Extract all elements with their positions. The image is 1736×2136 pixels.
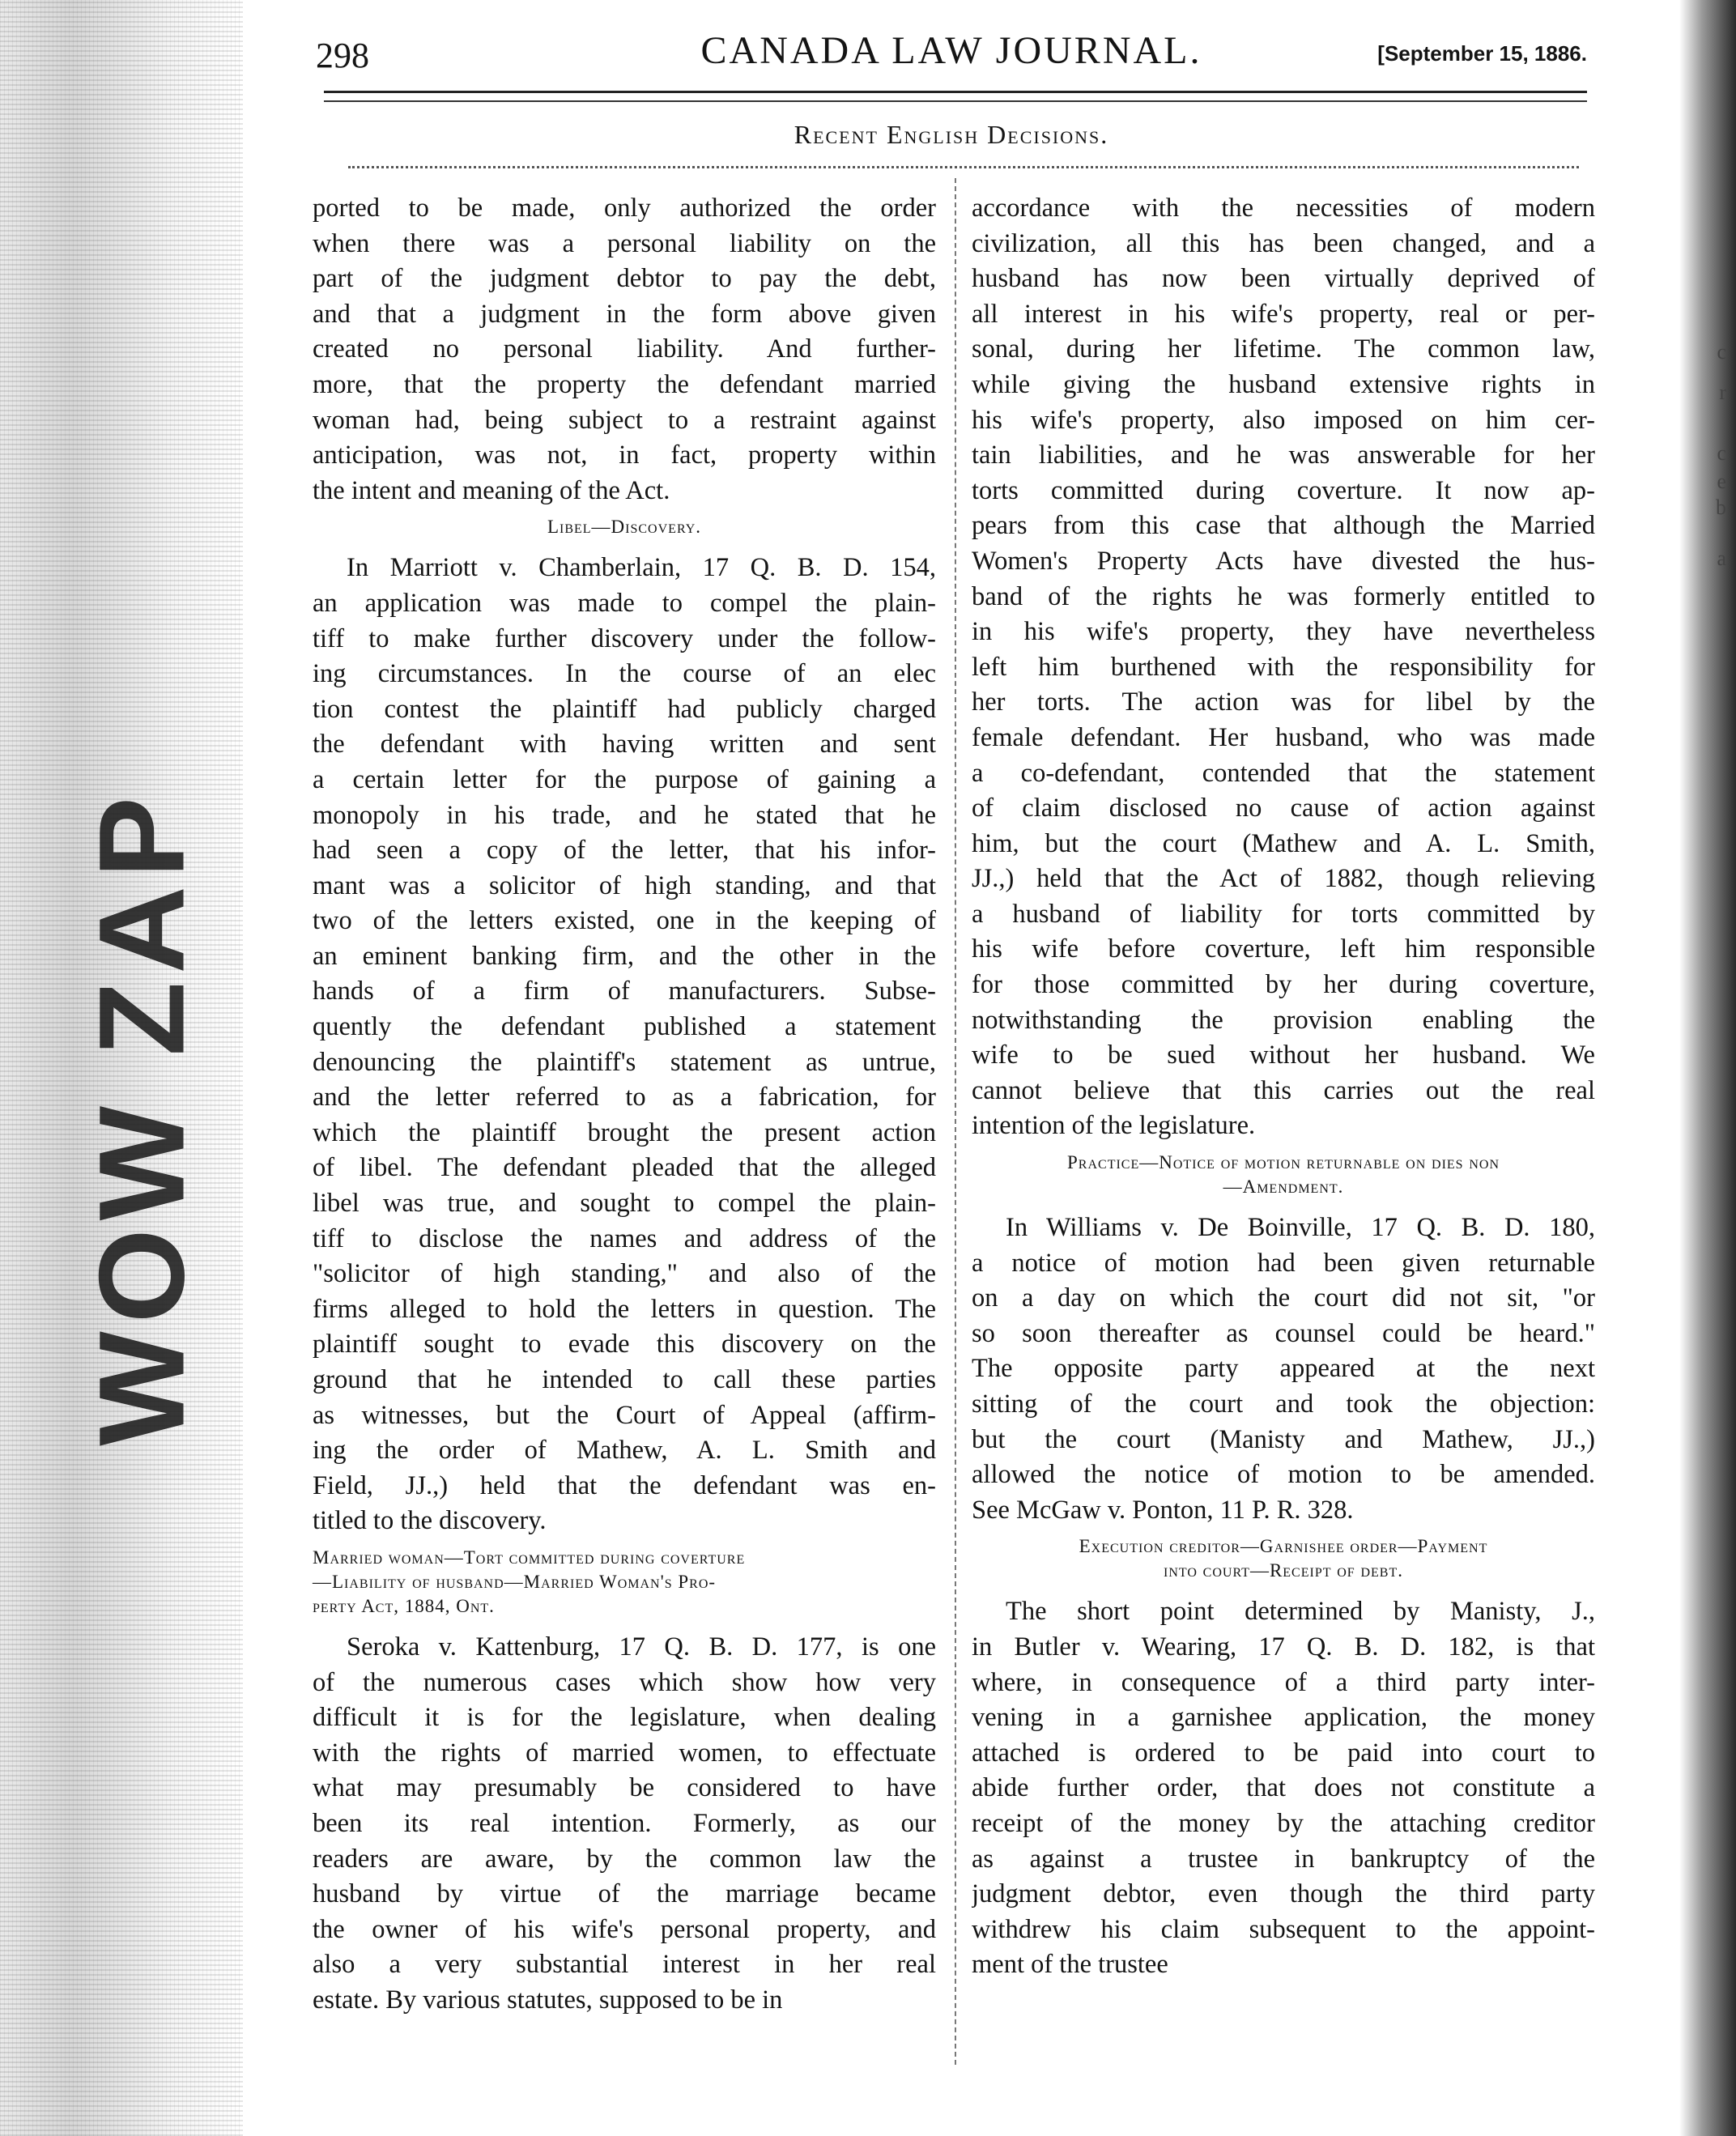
text-line: vening in a garnishee application, the money — [972, 1703, 1595, 1733]
text-line: and the letter referred to as a fabrication, for — [313, 1083, 936, 1113]
page-number: 298 — [316, 36, 369, 75]
text-line: estate. By various statutes, supposed to be in — [313, 1985, 783, 2015]
text-line: two of the letters existed, one in the keeping of — [313, 906, 936, 936]
text-line: tain liabilities, and he was answerable for her — [972, 440, 1595, 470]
text-line: accordance with the necessities of modern — [972, 194, 1595, 223]
text-line: husband by virtue of the marriage became — [313, 1879, 936, 1909]
text-line: ment of the trustee — [972, 1950, 1168, 1980]
text-line: so soon thereafter as counsel could be heard." — [972, 1318, 1595, 1348]
text-line: what may presumably be considered to have — [313, 1773, 936, 1803]
text-line: ing the order of Mathew, A. L. Smith and — [313, 1436, 936, 1466]
text-line: his wife's property, also imposed on him cer- — [972, 405, 1595, 435]
text-line: and that a judgment in the form above given — [313, 299, 936, 329]
text-line: a certain letter for the purpose of gaining a — [313, 764, 936, 794]
text-line: In Marriott v. Chamberlain, 17 Q. B. D. 154, — [347, 553, 936, 583]
column-divider — [955, 178, 956, 2065]
text-line: all interest in his wife's property, real or per- — [972, 299, 1595, 329]
text-line: band of the rights he was formerly entitled to — [972, 581, 1595, 611]
case-heading: Execution creditor—Garnishee order—Payment — [1079, 1536, 1488, 1557]
text-line: mant was a solicitor of high standing, and that — [313, 870, 936, 900]
text-line: allowed the notice of motion to be amended. — [972, 1460, 1595, 1490]
text-line: left him burthened with the responsibility for — [972, 652, 1595, 682]
case-heading: Libel—Discovery. — [547, 517, 702, 538]
text-line: ported to be made, only authorized the order — [313, 194, 936, 223]
text-line: Women's Property Acts have divested the hus- — [972, 546, 1595, 576]
text-line: in Butler v. Wearing, 17 Q. B. D. 182, is that — [972, 1632, 1595, 1662]
text-line: "solicitor of high standing," and also of the — [313, 1259, 936, 1289]
text-line: readers are aware, by the common law the — [313, 1844, 936, 1874]
text-line: where, in consequence of a third party inter- — [972, 1667, 1595, 1697]
margin-note: a — [1717, 547, 1726, 570]
section-heading: Recent English Decisions. — [794, 120, 1109, 149]
spine-text: WOW ZAP — [73, 789, 210, 1446]
scan-left-edge — [0, 0, 243, 2136]
margin-note: c — [1717, 340, 1726, 364]
text-line: which the plaintiff brought the present action — [313, 1117, 936, 1147]
text-line: of the numerous cases which show how very — [313, 1667, 936, 1697]
text-line: judgment debtor, even though the third party — [972, 1879, 1595, 1909]
text-line: a co-defendant, contended that the statement — [972, 758, 1595, 788]
text-line: in his wife's property, they have nevertheless — [972, 617, 1595, 647]
text-line: a notice of motion had been given returnable — [972, 1248, 1595, 1278]
text-line: tion contest the plaintiff had publicly charged — [313, 694, 936, 724]
header-rule — [324, 91, 1587, 102]
scan-right-edge — [1679, 0, 1736, 2136]
text-line: pears from this case that although the Married — [972, 511, 1595, 541]
text-line: him, but the court (Mathew and A. L. Smith, — [972, 828, 1595, 858]
text-line: as against a trustee in bankruptcy of the — [972, 1844, 1595, 1874]
text-line: intention of the legislature. — [972, 1111, 1256, 1141]
text-line: sitting of the court and took the objection: — [972, 1389, 1595, 1419]
text-line: an eminent banking firm, and the other in the — [313, 941, 936, 971]
text-line: titled to the discovery. — [313, 1506, 547, 1536]
text-line: The short point determined by Manisty, J., — [1006, 1597, 1595, 1627]
text-line: on a day on which the court did not sit, "or — [972, 1283, 1595, 1313]
text-line: but the court (Manisty and Mathew, JJ.,) — [972, 1424, 1595, 1454]
text-line: difficult it is for the legislature, when dealing — [313, 1703, 936, 1733]
text-line: with the rights of married women, to effectuate — [313, 1738, 936, 1768]
text-line: wife to be sued without her husband. We — [972, 1040, 1595, 1070]
text-line: created no personal liability. And further- — [313, 334, 936, 364]
text-line: withdrew his claim subsequent to the appoint- — [972, 1914, 1595, 1944]
right-column — [972, 191, 1595, 1983]
text-line: of libel. The defendant pleaded that the alleged — [313, 1153, 936, 1183]
text-line: also a very substantial interest in her real — [313, 1950, 936, 1980]
left-column — [313, 191, 936, 2019]
text-line: ground that he intended to call these parties — [313, 1365, 936, 1394]
margin-note: b — [1716, 496, 1726, 519]
case-heading: Practice—Notice of motion returnable on dies non — [1067, 1152, 1500, 1173]
text-line: female defendant. Her husband, who was made — [972, 722, 1595, 752]
text-line: the defendant with having written and sent — [313, 730, 936, 760]
text-line: firms alleged to hold the letters in question. The — [313, 1294, 936, 1324]
text-line: part of the judgment debtor to pay the debt, — [313, 264, 936, 294]
text-line: plaintiff sought to evade this discovery on the — [313, 1330, 936, 1359]
text-line: Seroka v. Kattenburg, 17 Q. B. D. 177, is one — [347, 1632, 936, 1662]
text-line: attached is ordered to be paid into court to — [972, 1738, 1595, 1768]
margin-note: c — [1717, 441, 1726, 465]
issue-date: [September 15, 1886. — [1377, 41, 1587, 66]
text-line: See McGaw v. Ponton, 11 P. R. 328. — [972, 1495, 1354, 1525]
text-line: denouncing the plaintiff's statement as untrue, — [313, 1047, 936, 1077]
text-line: as witnesses, but the Court of Appeal (affirm- — [313, 1400, 936, 1430]
text-line: libel was true, and sought to compel the plain- — [313, 1189, 936, 1219]
text-line: sonal, during her lifetime. The common law, — [972, 334, 1595, 364]
text-line: anticipation, was not, in fact, property within — [313, 440, 936, 470]
margin-note: e — [1717, 470, 1726, 493]
text-line: abide further order, that does not constitute a — [972, 1773, 1595, 1803]
margin-note: r — [1719, 381, 1726, 404]
text-line: the owner of his wife's personal property, and — [313, 1914, 936, 1944]
text-line: In Williams v. De Boinville, 17 Q. B. D. 180, — [1006, 1213, 1595, 1243]
text-line: receipt of the money by the attaching creditor — [972, 1808, 1595, 1838]
text-line: of claim disclosed no cause of action against — [972, 794, 1595, 823]
text-line: ing circumstances. In the course of an elec — [313, 659, 936, 689]
section-rule — [348, 166, 1579, 168]
text-line: JJ.,) held that the Act of 1882, though relieving — [972, 864, 1595, 894]
case-heading: Married woman—Tort committed during coverture — [313, 1547, 746, 1568]
text-line: quently the defendant published a statement — [313, 1012, 936, 1042]
text-line: when there was a personal liability on the — [313, 228, 936, 258]
page-header — [316, 28, 1587, 93]
text-line: notwithstanding the provision enabling the — [972, 1005, 1595, 1035]
text-line: his wife before coverture, left him responsible — [972, 934, 1595, 964]
text-line: The opposite party appeared at the next — [972, 1354, 1595, 1384]
case-heading: —Amendment. — [1223, 1177, 1344, 1198]
case-heading: —Liability of husband—Married Woman's Pro- — [313, 1571, 717, 1592]
text-line: monopoly in his trade, and he stated that he — [313, 800, 936, 830]
text-line: tiff to disclose the names and address of the — [313, 1223, 936, 1253]
text-line: Field, JJ.,) held that the defendant was en- — [313, 1470, 936, 1500]
case-heading: into court—Receipt of debt. — [1164, 1560, 1403, 1581]
text-line: cannot believe that this carries out the real — [972, 1075, 1595, 1105]
journal-title: CANADA LAW JOURNAL. — [700, 29, 1202, 72]
text-line: while giving the husband extensive rights in — [972, 369, 1595, 399]
text-line: tiff to make further discovery under the follow- — [313, 623, 936, 653]
text-line: been its real intention. Formerly, as our — [313, 1808, 936, 1838]
case-heading: perty Act, 1884, Ont. — [313, 1595, 495, 1616]
text-line: the intent and meaning of the Act. — [313, 475, 670, 505]
text-line: more, that the property the defendant married — [313, 369, 936, 399]
text-line: an application was made to compel the plain- — [313, 588, 936, 618]
text-line: hands of a firm of manufacturers. Subse- — [313, 977, 936, 1006]
text-line: husband has now been virtually deprived of — [972, 264, 1595, 294]
text-line: civilization, all this has been changed, and a — [972, 228, 1595, 258]
text-line: woman had, being subject to a restraint against — [313, 405, 936, 435]
text-line: torts committed during coverture. It now ap- — [972, 475, 1595, 505]
text-line: a husband of liability for torts committed by — [972, 899, 1595, 929]
text-line: for those committed by her during coverture, — [972, 970, 1595, 1000]
text-line: her torts. The action was for libel by the — [972, 687, 1595, 717]
text-line: had seen a copy of the letter, that his infor- — [313, 836, 936, 866]
